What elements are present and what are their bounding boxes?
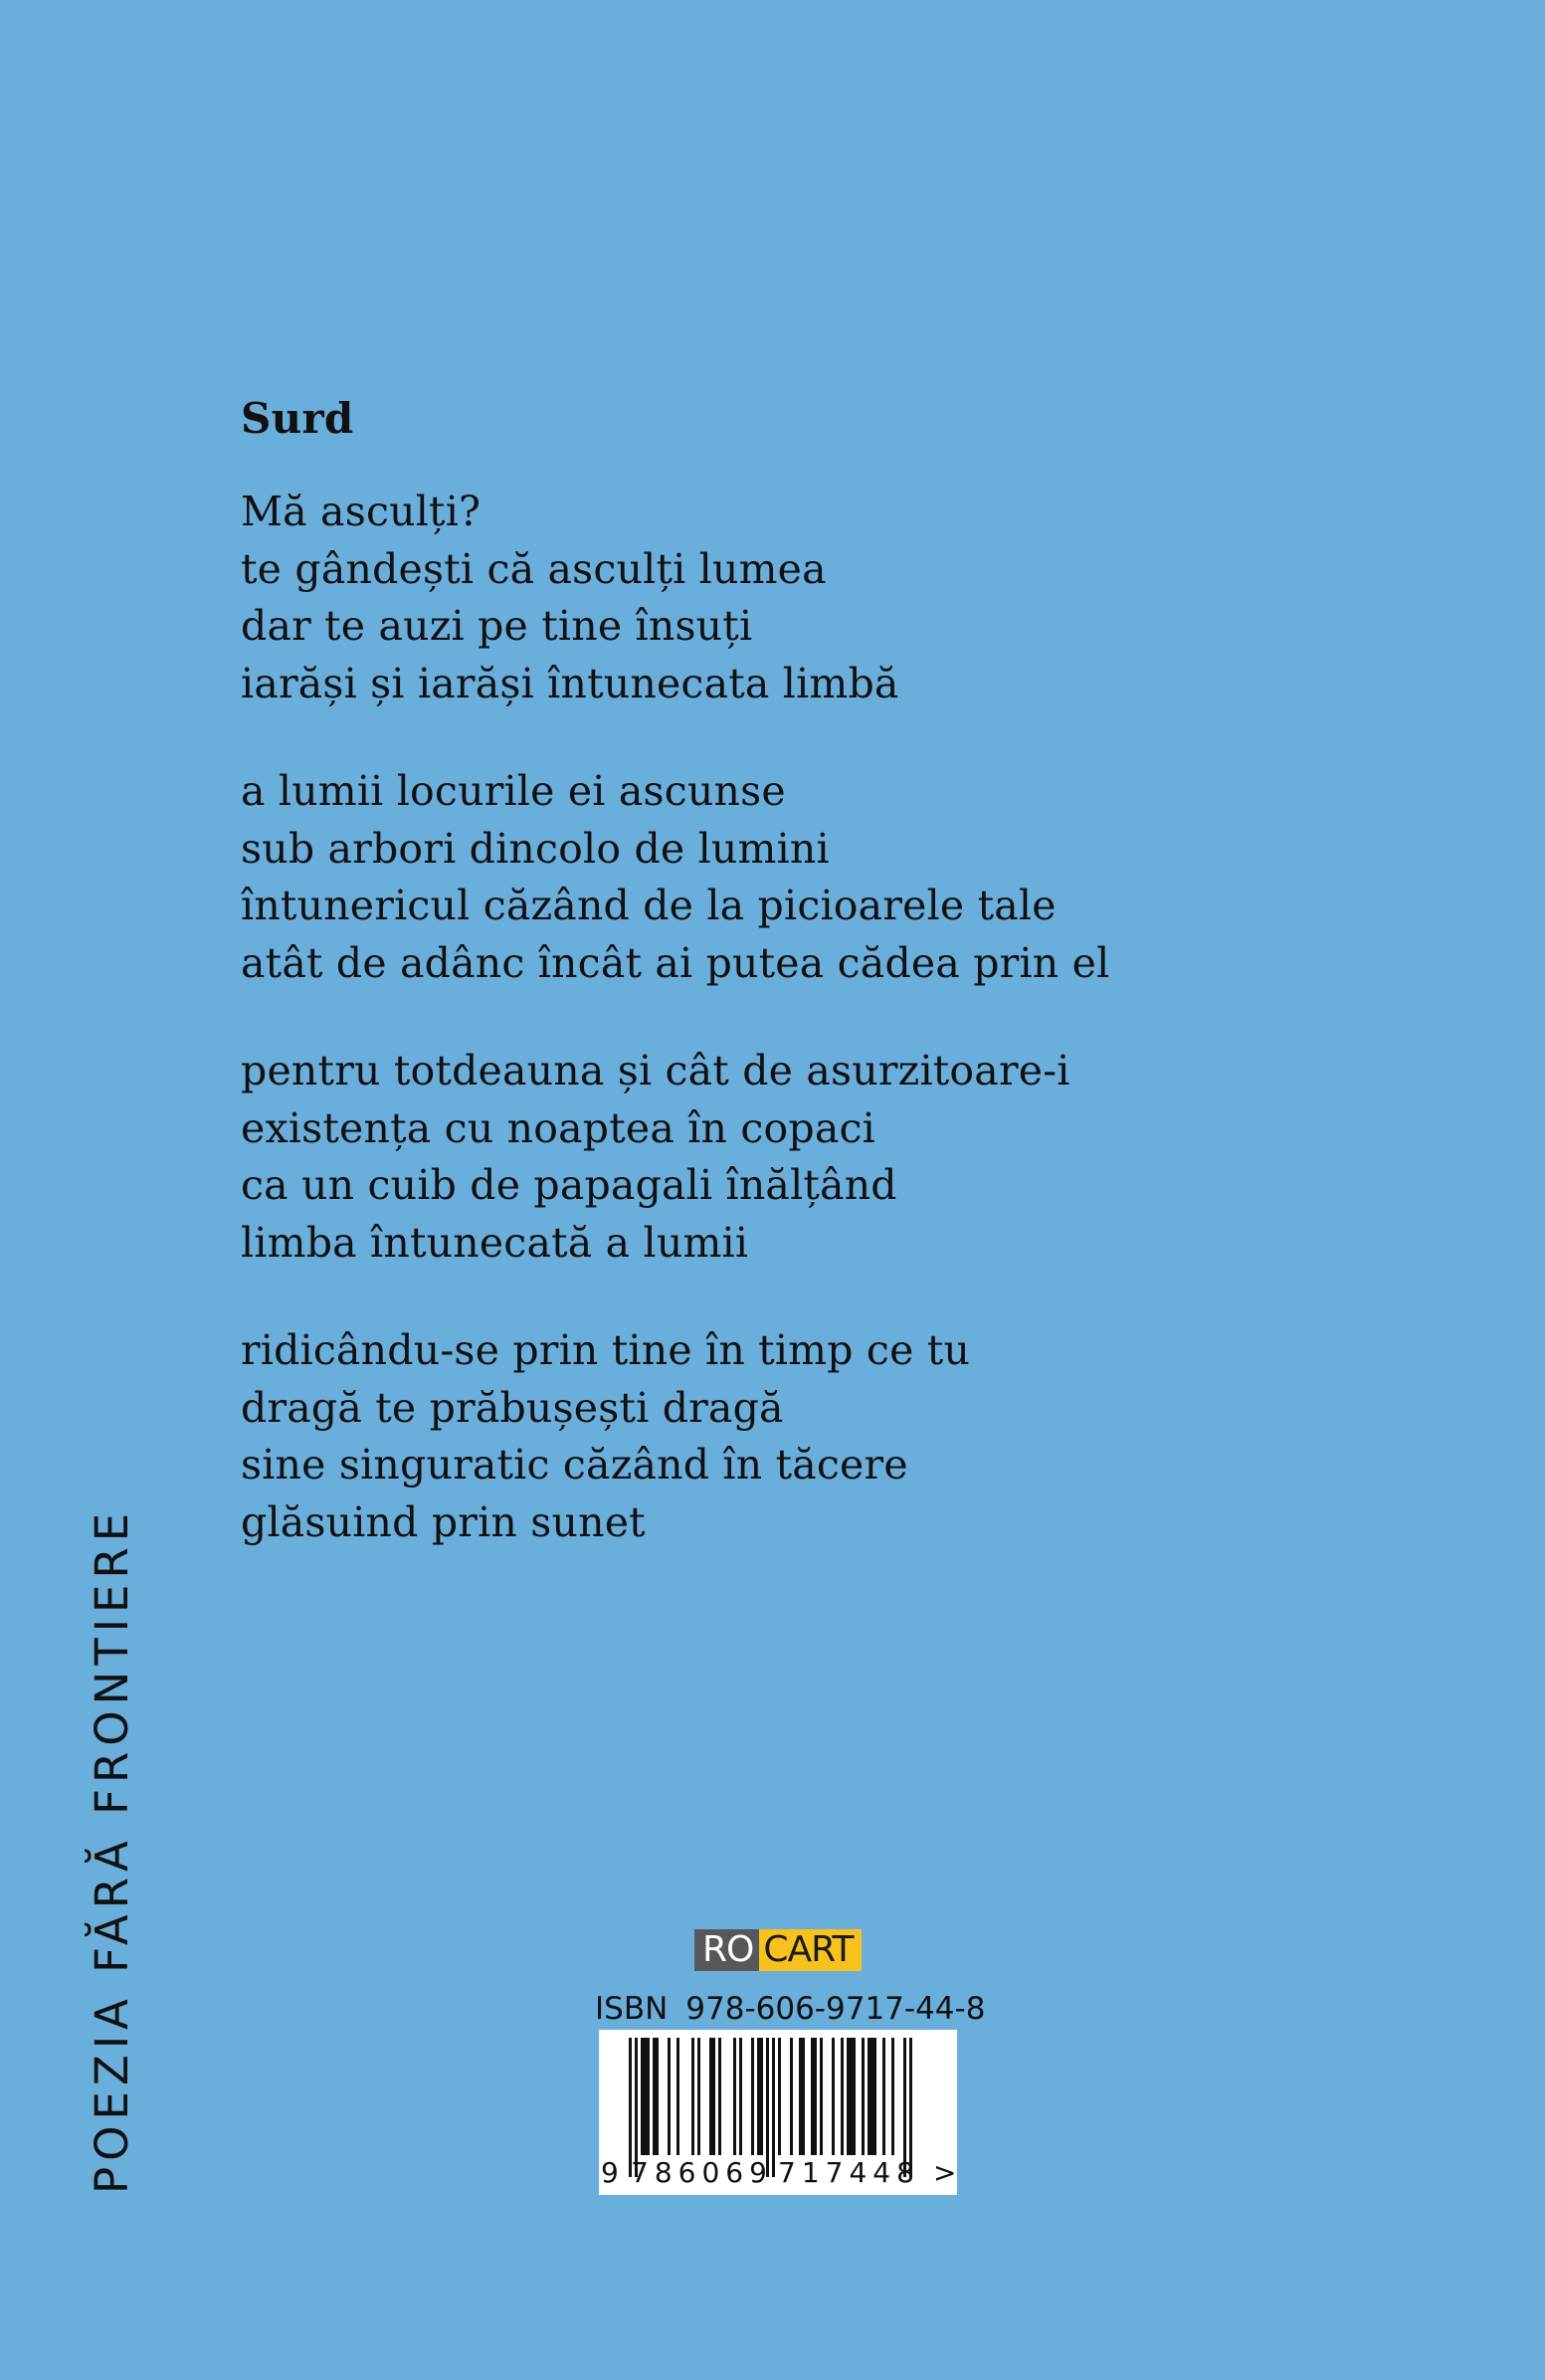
barcode-bar [811, 2038, 814, 2155]
poem-line: pentru totdeauna și cât de asurzitoare-i [241, 1047, 1070, 1094]
barcode-bar [641, 2038, 644, 2155]
poem-line: limba întunecată a lumii [241, 1218, 749, 1267]
barcode-bar [656, 2038, 659, 2155]
barcode-bar [841, 2038, 844, 2155]
poem-title: Surd [241, 394, 354, 443]
barcode-bar [820, 2038, 823, 2155]
poem-line: ridicându-se prin tine în timp ce tu [241, 1326, 971, 1374]
barcode-bar [814, 2038, 817, 2155]
poem-line: sine singuratic căzând în tăcere [241, 1441, 908, 1488]
barcode-bar [676, 2038, 679, 2155]
barcode-quiet-zone-mark: > [933, 2156, 957, 2189]
barcode-bar [862, 2038, 865, 2155]
barcode-bar [733, 2038, 736, 2155]
isbn-prefix: ISBN [595, 1991, 669, 2027]
logo-part-cart: CART [759, 1929, 861, 1971]
barcode-bar [691, 2038, 694, 2155]
poem-line: dar te auzi pe tine însuți [241, 602, 753, 650]
barcode-digits [599, 2153, 957, 2193]
barcode-first-digit: 9 [601, 2156, 619, 2189]
barcode-bar [709, 2038, 712, 2155]
barcode [599, 2030, 957, 2195]
poem-line: existența cu noaptea în copaci [241, 1103, 875, 1152]
barcode-bar [697, 2038, 700, 2155]
poem-line: te gândești că asculți lumea [241, 544, 827, 593]
stanza-4 [241, 1322, 1385, 1551]
stanza-3 [241, 1043, 1385, 1272]
poem-line: Mă asculți? [241, 488, 482, 535]
barcode-bar [832, 2038, 835, 2155]
barcode-left-group: 786069 [631, 2156, 773, 2189]
barcode-bar [847, 2038, 850, 2155]
publisher-logo [694, 1929, 862, 1971]
barcode-bar [668, 2038, 671, 2155]
barcode-bar [751, 2038, 754, 2155]
poem-line: ca un cuib de papagali înălțând [241, 1161, 897, 1209]
barcode-bar [653, 2038, 656, 2155]
barcode-right-group: 717448 [778, 2156, 920, 2189]
poem-line: dragă te prăbușești dragă [241, 1383, 784, 1432]
isbn-code: 978-606-9717-44-8 [685, 1991, 986, 2027]
barcode-bar [850, 2038, 853, 2155]
stanza-1 [241, 484, 1385, 712]
barcode-bar [718, 2038, 721, 2155]
barcode-bar [853, 2038, 856, 2155]
barcode-bar [868, 2038, 870, 2155]
barcode-bar [757, 2038, 760, 2155]
barcode-bar [647, 2038, 650, 2155]
logo-part-ro: RO [694, 1929, 759, 1971]
barcode-bar [882, 2038, 885, 2155]
poem-line: întunericul căzând de la picioarele tale [241, 882, 1057, 929]
barcode-bar [778, 2038, 781, 2155]
poem-line: glăsuind prin sunet [241, 1497, 646, 1546]
barcode-bar [739, 2038, 742, 2155]
barcode-bar [802, 2038, 805, 2155]
barcode-bar [873, 2038, 876, 2155]
poem-line: a lumii locurile ei ascunse [241, 767, 786, 815]
series-label: POEZIA FĂRĂ FRONTIERE [86, 1506, 138, 2194]
barcode-bar [870, 2038, 873, 2155]
poem-line: sub arbori dincolo de lumini [241, 824, 830, 873]
barcode-bar [712, 2038, 715, 2155]
stanza-2 [241, 763, 1385, 992]
barcode-bar [790, 2038, 793, 2155]
barcode-bar [799, 2038, 802, 2155]
barcode-bar [644, 2038, 647, 2155]
isbn-line [595, 1988, 985, 2030]
barcode-bar [760, 2038, 763, 2155]
poem-line: atât de adânc încât ai putea cădea prin el [241, 938, 1110, 987]
poem-line: iarăși și iarăși întunecata limbă [241, 659, 899, 707]
poem [241, 388, 1385, 1602]
barcode-bar [891, 2038, 894, 2155]
